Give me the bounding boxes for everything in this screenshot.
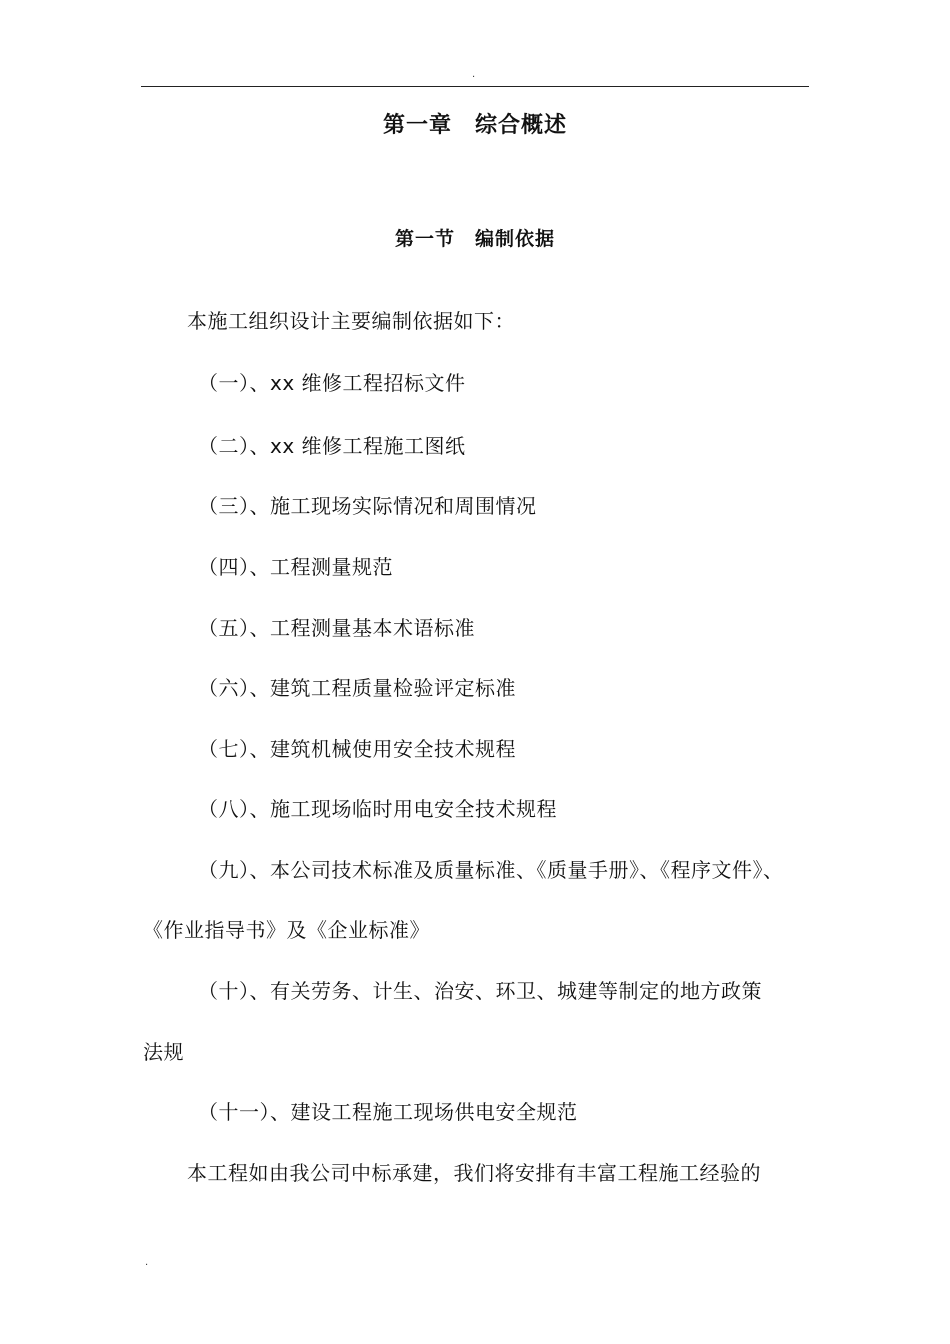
section-title: 第一节 编制依据 bbox=[394, 228, 555, 250]
list-item: （九）、本公司技术标准及质量标准、《质量手册》、《程序文件》、 bbox=[198, 858, 784, 882]
list-item: （十一）、建设工程施工现场供电安全规范 bbox=[198, 1100, 578, 1124]
list-item: （二）、xx 维修工程施工图纸 bbox=[198, 434, 466, 458]
header-rule bbox=[141, 86, 809, 87]
list-item-continuation: 法规 bbox=[143, 1040, 184, 1064]
closing-paragraph: 本工程如由我公司中标承建，我们将安排有丰富工程施工经验的 bbox=[187, 1161, 761, 1185]
chapter-title: 第一章 综合概述 bbox=[382, 113, 567, 138]
list-item: （五）、工程测量基本术语标准 bbox=[198, 616, 475, 640]
list-item: （七）、建筑机械使用安全技术规程 bbox=[198, 737, 516, 761]
footer-mark: . bbox=[145, 1257, 149, 1268]
header-mark: . bbox=[472, 69, 476, 80]
list-item-continuation: 《作业指导书》及《企业标准》 bbox=[143, 918, 430, 942]
intro-paragraph: 本施工组织设计主要编制依据如下： bbox=[187, 309, 515, 333]
list-item: （六）、建筑工程质量检验评定标准 bbox=[198, 676, 516, 700]
list-item: （十）、有关劳务、计生、治安、环卫、城建等制定的地方政策 bbox=[198, 979, 762, 1003]
list-item: （一）、xx 维修工程招标文件 bbox=[198, 371, 466, 395]
list-item: （四）、工程测量规范 bbox=[198, 555, 393, 579]
list-item: （八）、施工现场临时用电安全技术规程 bbox=[198, 797, 557, 821]
list-item: （三）、施工现场实际情况和周围情况 bbox=[198, 494, 537, 518]
